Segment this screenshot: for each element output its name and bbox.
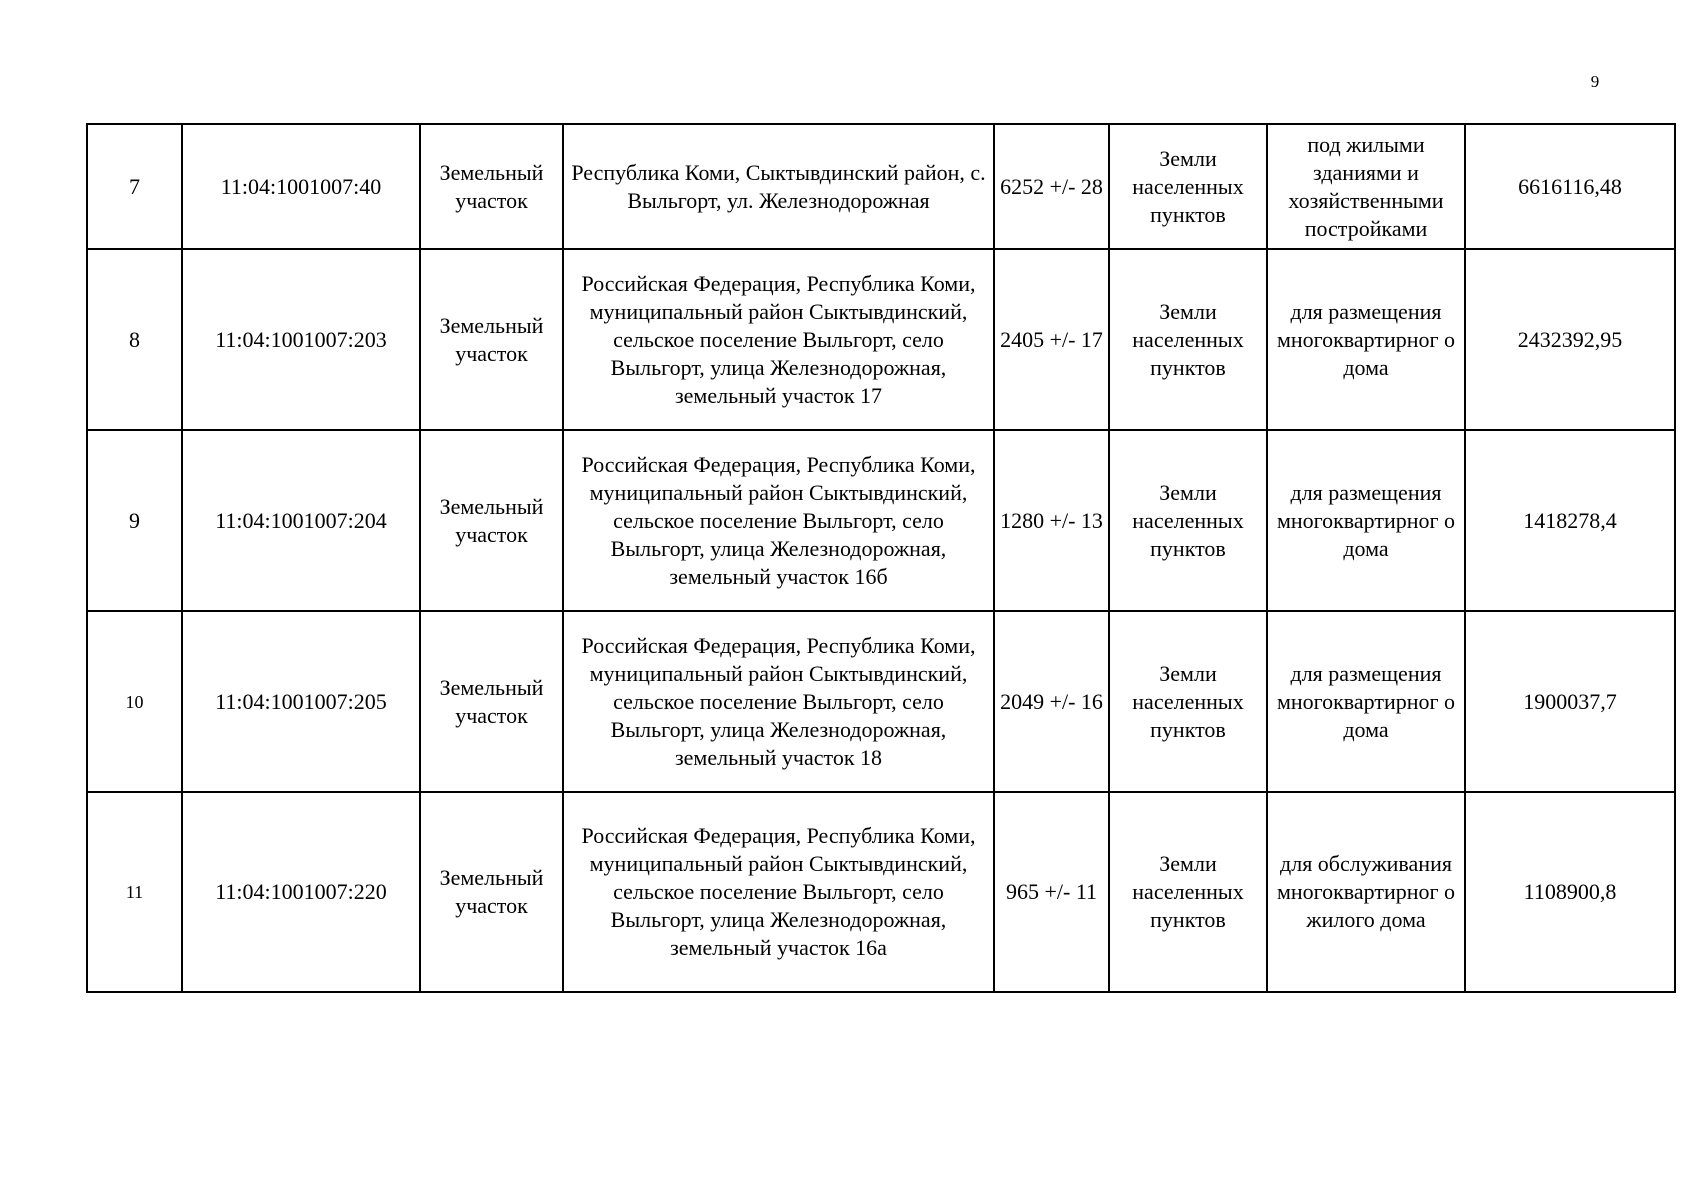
cadastral-value: 2432392,95 <box>1465 249 1675 430</box>
address: Республика Коми, Сыктывдинский район, с. Выльгорт, ул. Железнодорожная <box>563 124 994 249</box>
address: Российская Федерация, Республика Коми, муниципальный район Сыктывдинский, сельское поселение Выльгорт, село Выльгорт, улица Железнодорожная, земельный участок 16б <box>563 430 994 611</box>
cadastral-number: 11:04:1001007:205 <box>182 611 420 792</box>
address: Российская Федерация, Республика Коми, муниципальный район Сыктывдинский, сельское поселение Выльгорт, село Выльгорт, улица Железнодорожная, земельный участок 18 <box>563 611 994 792</box>
cadastral-value: 6616116,48 <box>1465 124 1675 249</box>
permitted-use: для размещения многоквартирног о дома <box>1267 611 1465 792</box>
object-type: Земельный участок <box>420 792 563 992</box>
cadastral-value: 1418278,4 <box>1465 430 1675 611</box>
area: 6252 +/- 28 <box>994 124 1109 249</box>
object-type: Земельный участок <box>420 124 563 249</box>
permitted-use: для размещения многоквартирног о дома <box>1267 249 1465 430</box>
object-type: Земельный участок <box>420 611 563 792</box>
permitted-use: под жилыми зданиями и хозяйственными постройками <box>1267 124 1465 249</box>
object-type: Земельный участок <box>420 430 563 611</box>
page-number: 9 <box>1590 72 1600 91</box>
table-row <box>87 430 1675 611</box>
cadastral-value: 1108900,8 <box>1465 792 1675 992</box>
row-number: 9 <box>87 430 182 611</box>
table-row <box>87 611 1675 792</box>
object-type: Земельный участок <box>420 249 563 430</box>
land-category: Земли населенных пунктов <box>1109 124 1267 249</box>
land-category: Земли населенных пунктов <box>1109 792 1267 992</box>
area: 965 +/- 11 <box>994 792 1109 992</box>
row-number: 8 <box>87 249 182 430</box>
cadastral-value: 1900037,7 <box>1465 611 1675 792</box>
area: 2049 +/- 16 <box>994 611 1109 792</box>
address: Российская Федерация, Республика Коми, муниципальный район Сыктывдинский, сельское поселение Выльгорт, село Выльгорт, улица Железнодорожная, земельный участок 17 <box>563 249 994 430</box>
land-plots-table <box>86 123 1676 993</box>
row-number: 11 <box>87 792 182 992</box>
land-category: Земли населенных пунктов <box>1109 611 1267 792</box>
table-row <box>87 792 1675 992</box>
cadastral-number: 11:04:1001007:220 <box>182 792 420 992</box>
area: 1280 +/- 13 <box>994 430 1109 611</box>
permitted-use: для обслуживания многоквартирног о жилого дома <box>1267 792 1465 992</box>
cadastral-number: 11:04:1001007:40 <box>182 124 420 249</box>
cadastral-number: 11:04:1001007:203 <box>182 249 420 430</box>
table-row <box>87 124 1675 249</box>
permitted-use: для размещения многоквартирног о дома <box>1267 430 1465 611</box>
table-row <box>87 249 1675 430</box>
row-number: 10 <box>87 611 182 792</box>
address: Российская Федерация, Республика Коми, муниципальный район Сыктывдинский, сельское поселение Выльгорт, село Выльгорт, улица Железнодорожная, земельный участок 16а <box>563 792 994 992</box>
area: 2405 +/- 17 <box>994 249 1109 430</box>
row-number: 7 <box>87 124 182 249</box>
cadastral-number: 11:04:1001007:204 <box>182 430 420 611</box>
land-category: Земли населенных пунктов <box>1109 249 1267 430</box>
land-category: Земли населенных пунктов <box>1109 430 1267 611</box>
